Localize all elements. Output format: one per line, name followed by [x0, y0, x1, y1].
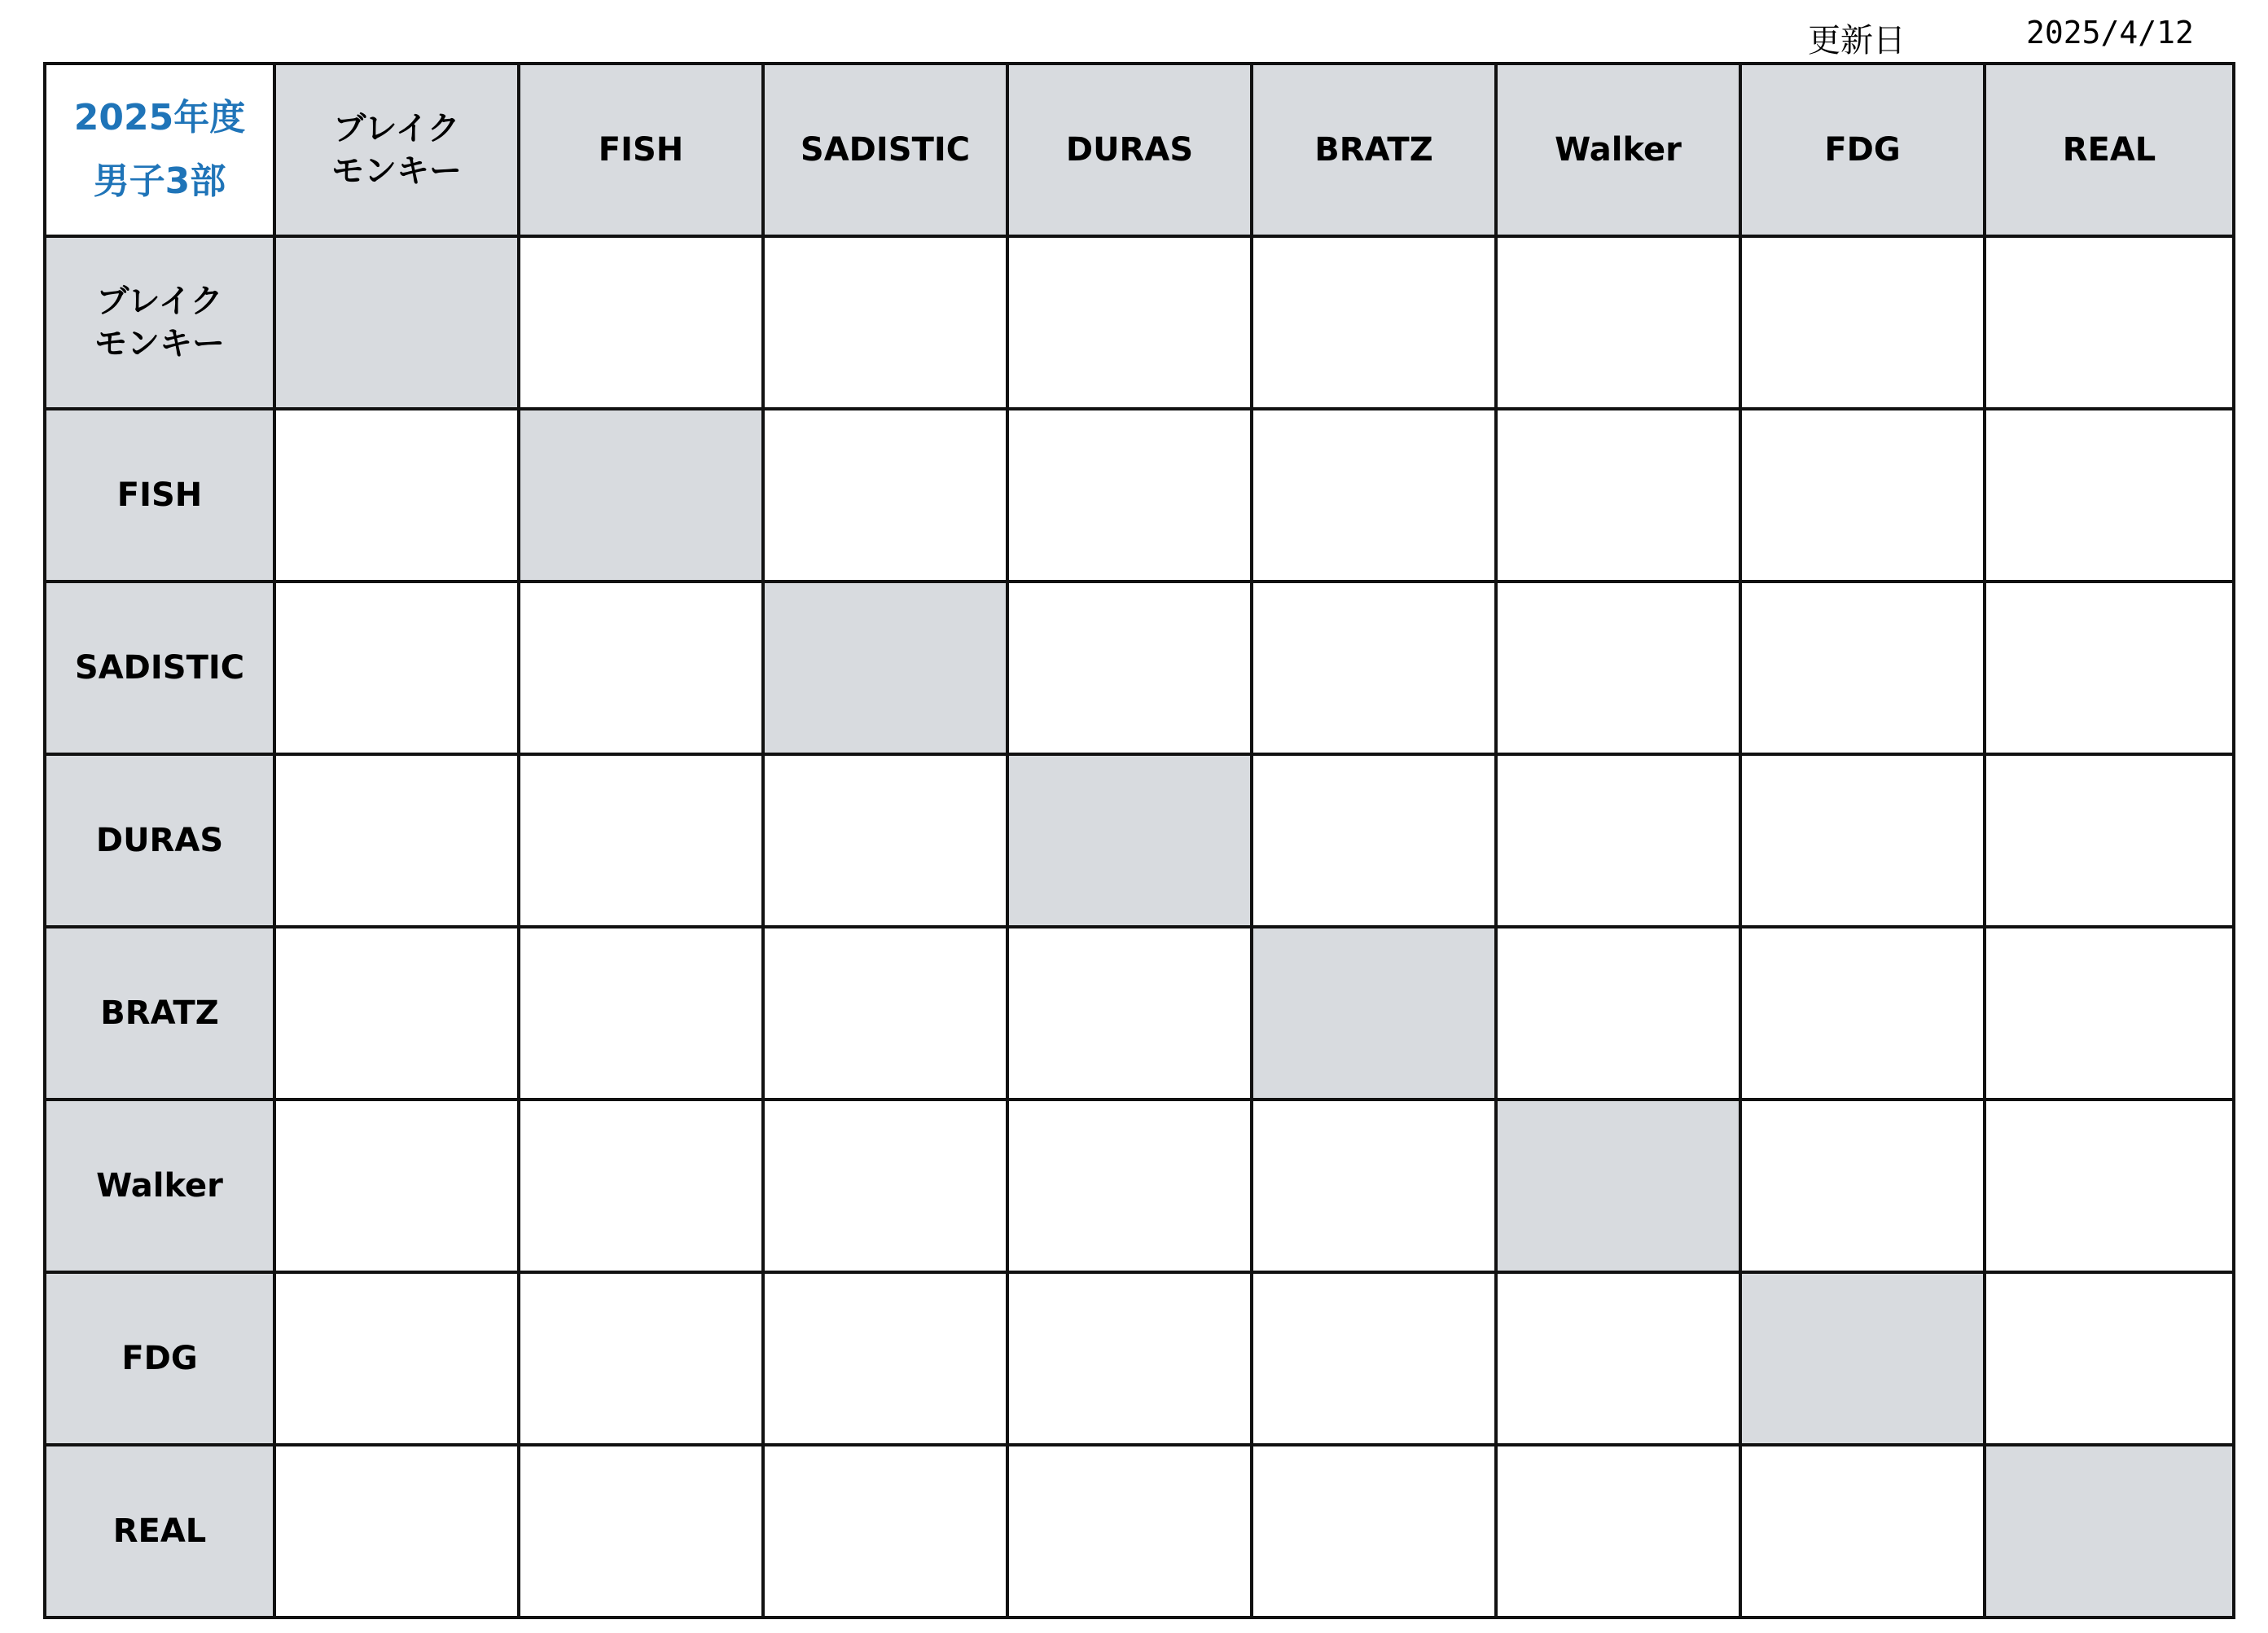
result-cell	[1985, 236, 2234, 409]
team-name-line1: Walker	[96, 1167, 223, 1205]
column-header	[1740, 64, 1985, 236]
result-cell	[763, 1100, 1007, 1272]
result-cell	[1985, 927, 2234, 1100]
result-cell	[1985, 754, 2234, 927]
team-name-line1: FISH	[116, 476, 203, 514]
row-header	[45, 1100, 274, 1272]
team-name-line2: モンキー	[94, 325, 225, 362]
row-header	[45, 236, 274, 409]
result-cell	[519, 927, 763, 1100]
row-header	[45, 409, 274, 582]
column-header	[519, 64, 763, 236]
table-row	[45, 236, 2234, 409]
result-cell	[1007, 582, 1252, 754]
team-name-line1: SADISTIC	[800, 131, 971, 169]
result-cell	[274, 927, 519, 1100]
result-cell	[1252, 1272, 1496, 1445]
division-name: 男子3部	[93, 160, 226, 202]
result-cell	[1496, 927, 1740, 1100]
header-row	[45, 64, 2234, 236]
table-row	[45, 927, 2234, 1100]
result-cell	[519, 754, 763, 927]
row-header	[45, 1272, 274, 1445]
result-cell	[1740, 1100, 1985, 1272]
result-cell	[519, 236, 763, 409]
result-cell	[519, 1272, 763, 1445]
team-name-line1: ブレイク	[96, 283, 223, 320]
team-name-line1: BRATZ	[1314, 131, 1433, 169]
result-cell	[1496, 582, 1740, 754]
result-cell	[1252, 1445, 1496, 1618]
team-name-line1: FDG	[1824, 131, 1901, 169]
table-row	[45, 1272, 2234, 1445]
result-cell	[274, 409, 519, 582]
result-cell	[1740, 927, 1985, 1100]
result-cell	[1740, 754, 1985, 927]
result-cell	[1007, 1445, 1252, 1618]
column-header	[763, 64, 1007, 236]
team-name-line1: ブレイク	[333, 110, 460, 147]
result-cell	[1985, 1272, 2234, 1445]
corner-title	[45, 64, 274, 236]
update-info	[1775, 8, 2199, 57]
row-header	[45, 582, 274, 754]
diagonal-cell	[1740, 1272, 1985, 1445]
result-cell	[274, 754, 519, 927]
result-cell	[274, 1445, 519, 1618]
result-cell	[1007, 1272, 1252, 1445]
result-cell	[1496, 1272, 1740, 1445]
table-row	[45, 582, 2234, 754]
row-header	[45, 927, 274, 1100]
result-cell	[274, 1100, 519, 1272]
result-cell	[1007, 927, 1252, 1100]
team-name-line1: Walker	[1555, 131, 1682, 169]
result-cell	[1252, 409, 1496, 582]
column-header	[1496, 64, 1740, 236]
result-cell	[519, 1100, 763, 1272]
row-header	[45, 1445, 274, 1618]
result-cell	[1985, 1100, 2234, 1272]
diagonal-cell	[1252, 927, 1496, 1100]
result-cell	[763, 754, 1007, 927]
result-cell	[1252, 1100, 1496, 1272]
table-row	[45, 1445, 2234, 1618]
result-cell	[1740, 236, 1985, 409]
team-name-line1: BRATZ	[100, 994, 219, 1032]
result-cell	[1007, 409, 1252, 582]
team-name-line1: REAL	[112, 1512, 207, 1550]
result-cell	[1007, 1100, 1252, 1272]
result-cell	[763, 1272, 1007, 1445]
column-header	[1252, 64, 1496, 236]
result-cell	[1496, 236, 1740, 409]
team-name-line1: FDG	[121, 1340, 198, 1377]
table-row	[45, 754, 2234, 927]
diagonal-cell	[1985, 1445, 2234, 1618]
team-name-line2: モンキー	[331, 152, 462, 190]
result-cell	[1740, 1445, 1985, 1618]
table-row	[45, 409, 2234, 582]
league-table-container	[43, 62, 2232, 1618]
team-name-line1: DURAS	[95, 822, 224, 859]
result-cell	[519, 582, 763, 754]
diagonal-cell	[1007, 754, 1252, 927]
result-cell	[274, 582, 519, 754]
result-cell	[763, 409, 1007, 582]
team-name-line1: SADISTIC	[74, 649, 245, 687]
diagonal-cell	[274, 236, 519, 409]
result-cell	[763, 1445, 1007, 1618]
team-name-line1: REAL	[2062, 131, 2156, 169]
result-cell	[519, 1445, 763, 1618]
result-cell	[1740, 582, 1985, 754]
column-header	[1007, 64, 1252, 236]
diagonal-cell	[1496, 1100, 1740, 1272]
result-cell	[1252, 236, 1496, 409]
team-name-line1: FISH	[598, 131, 684, 169]
result-cell	[1496, 1445, 1740, 1618]
result-cell	[1740, 409, 1985, 582]
result-cell	[1007, 236, 1252, 409]
result-cell	[1252, 582, 1496, 754]
update-label: 更新日	[1808, 22, 1906, 59]
column-header	[1985, 64, 2234, 236]
result-cell	[1252, 754, 1496, 927]
result-cell	[1496, 409, 1740, 582]
result-cell	[1985, 582, 2234, 754]
result-cell	[763, 927, 1007, 1100]
update-date: 2025/4/12	[2026, 15, 2194, 50]
league-table	[43, 62, 2235, 1619]
division-year: 2025年度	[73, 97, 246, 138]
result-cell	[1985, 409, 2234, 582]
row-header	[45, 754, 274, 927]
diagonal-cell	[763, 582, 1007, 754]
team-name-line1: DURAS	[1065, 131, 1194, 169]
result-cell	[1496, 754, 1740, 927]
result-cell	[274, 1272, 519, 1445]
diagonal-cell	[519, 409, 763, 582]
table-row	[45, 1100, 2234, 1272]
column-header	[274, 64, 519, 236]
result-cell	[763, 236, 1007, 409]
